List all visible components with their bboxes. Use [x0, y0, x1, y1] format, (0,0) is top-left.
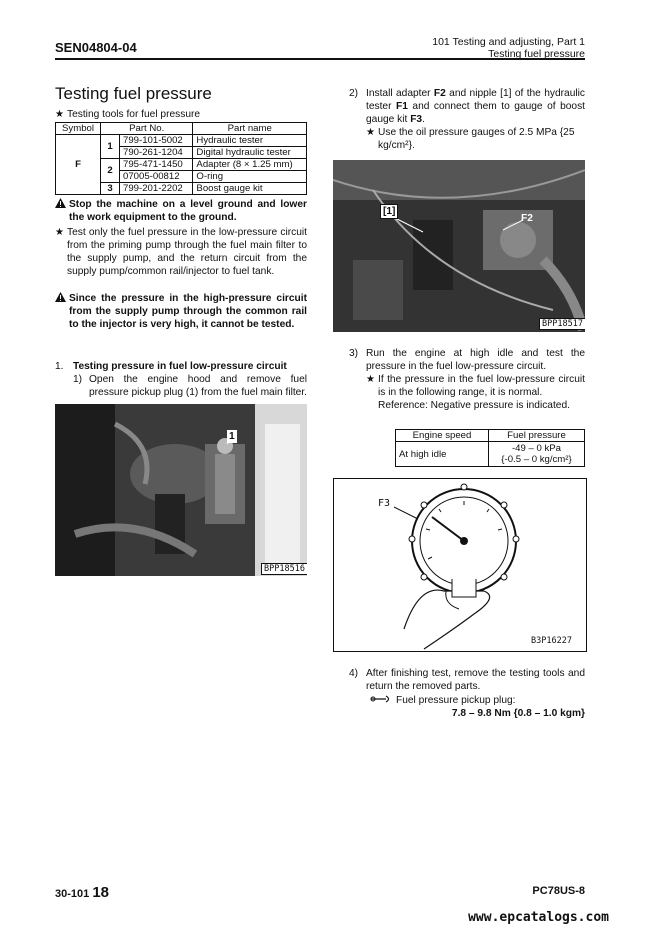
- part-name-cell: Adapter (8 × 1.25 mm): [193, 159, 307, 171]
- photo-2-label-f2: F2: [521, 213, 533, 224]
- warning-icon: [55, 198, 69, 224]
- photo-1-caption: BPP18516: [261, 563, 307, 575]
- warning-2: Since the pressure in the high-pressure circuit from the supply pump through the common rail to the injector is very high, it cannot be tested.: [55, 292, 307, 331]
- spec-value: -49 – 0 kPa {-0.5 – 0 kg/cm²}: [489, 442, 585, 467]
- spec-th-pressure: Fuel pressure: [489, 430, 585, 442]
- tools-table-wrap: [55, 122, 307, 195]
- spec-table-wrap: [395, 429, 585, 467]
- spec-table: [395, 429, 585, 467]
- step-1-heading: 1. Testing pressure in fuel low-pressure circuit: [55, 361, 287, 372]
- photo-2-label-nipple: [1]: [380, 204, 398, 219]
- warning-icon: [55, 292, 69, 331]
- symbol-cell: F: [56, 135, 101, 195]
- gauge-label-f3: F3: [378, 498, 391, 509]
- th-part-no: Part No.: [101, 123, 193, 135]
- step-3-note: ★ If the pressure in the fuel low-pressure circuit is in the following range, it is normal. Reference: Negative pressure is indicated.: [366, 374, 585, 411]
- star-icon: ★: [55, 109, 65, 120]
- warning-1: Stop the machine on a level ground and lower the work equipment to the ground.: [55, 198, 307, 224]
- torque-line: Fuel pressure pickup plug:: [370, 694, 515, 707]
- photo-1-label: 1: [229, 431, 235, 442]
- spec-th-speed: Engine speed: [396, 430, 489, 442]
- gauge-figure: [333, 478, 587, 652]
- running-header: [432, 36, 585, 60]
- step-2: 2) Install adapter F2 and nipple [1] of the hydraulic tester F1 and connect them to gauge of boost gauge kit F3.: [349, 88, 586, 125]
- section-title: 101 Testing and adjusting, Part 1: [432, 36, 585, 48]
- th-symbol: Symbol: [56, 123, 101, 135]
- num-cell: 2: [101, 159, 120, 183]
- part-name-cell: Digital hydraulic tester: [193, 147, 307, 159]
- photo-engine-filter: [55, 404, 307, 576]
- page-title: Testing fuel pressure: [55, 84, 212, 103]
- torque-value: 7.8 – 9.8 Nm {0.8 – 1.0 kgm}: [451, 708, 585, 719]
- part-no-cell: 799-201-2202: [120, 183, 193, 195]
- part-no-cell: 795-471-1450: [120, 159, 193, 171]
- step-2-note: ★ Use the oil pressure gauges of 2.5 MPa {25 kg/cm²}.: [366, 127, 575, 151]
- th-part-name: Part name: [193, 123, 307, 135]
- spec-row-label: At high idle: [396, 442, 489, 467]
- note-1: ★ Test only the fuel pressure in the low-pressure circuit from the priming pump through the fuel main filter to the supply pump, and the return circuit from the supply pump/common rail/injector to fuel tank.: [55, 227, 307, 277]
- photo-2-caption: BPP18517: [539, 318, 585, 330]
- part-name-cell: Hydraulic tester: [193, 135, 307, 147]
- star-icon: ★: [366, 127, 376, 138]
- step-4: 4) After finishing test, remove the testing tools and return the removed parts.: [349, 668, 585, 692]
- watermark-url: www.epcatalogs.com: [468, 910, 609, 925]
- torque-wrench-icon: [370, 694, 396, 707]
- part-no-cell: 799-101-5002: [120, 135, 193, 147]
- doc-code: SEN04804-04: [55, 40, 137, 55]
- topic-title: Testing fuel pressure: [488, 48, 585, 60]
- model-code: PC78US-8: [532, 885, 585, 897]
- step-1-sub-1: 1) Open the engine hood and remove fuel pressure pickup plug (1) from the fuel main filter.: [73, 374, 307, 398]
- step-3: 3) Run the engine at high idle and test the pressure in the fuel low-pressure circuit.: [349, 348, 585, 372]
- header-rule: [55, 58, 585, 60]
- part-no-cell: 07005-00812: [120, 171, 193, 183]
- star-icon: ★: [366, 374, 376, 385]
- num-cell: 3: [101, 183, 120, 195]
- tools-table: [55, 122, 307, 195]
- part-no-cell: 790-261-1204: [120, 147, 193, 159]
- photo-tester-connected: [333, 160, 585, 332]
- tools-intro: ★ Testing tools for fuel pressure: [55, 109, 201, 120]
- page-number: 30-101 18: [55, 884, 110, 901]
- num-cell: 1: [101, 135, 120, 159]
- part-name-cell: Boost gauge kit: [193, 183, 307, 195]
- star-icon: ★: [55, 227, 65, 238]
- gauge-caption: B3P16227: [531, 636, 572, 646]
- part-name-cell: O-ring: [193, 171, 307, 183]
